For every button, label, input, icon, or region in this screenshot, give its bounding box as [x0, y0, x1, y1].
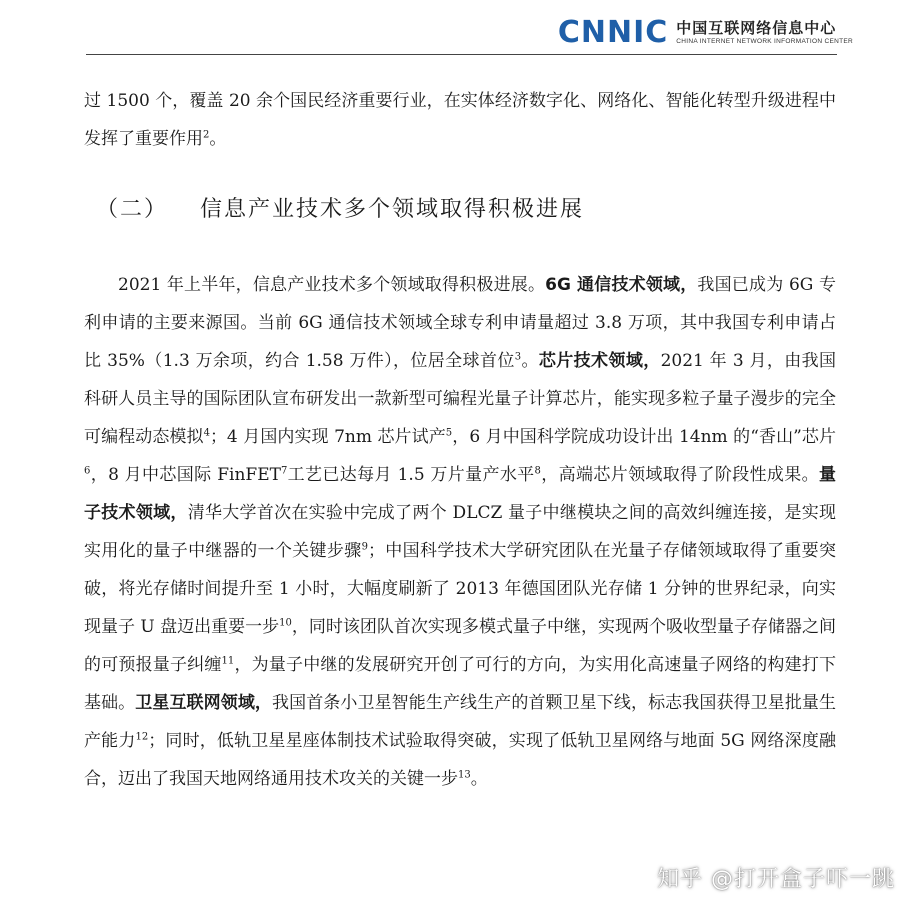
logo-text	[676, 20, 853, 46]
footnote-ref: 11	[221, 655, 235, 667]
header-divider	[86, 54, 837, 55]
text-run: ；同时，低轨卫星星座体制技术试验取得突破，实现了低轨卫星网络与地面 5G 网络深度融合，迈出了我国天地网络通用技术攻关的关键一步	[84, 731, 837, 789]
bold-heading-chip: 芯片技术领域，	[538, 351, 661, 371]
text-run: 2021 年 3 月，由我国科研人员主导的国际团队宣布研发出一款新型可编程光量子计算芯片，能实现多粒子量子漫步的完全可编程动态模拟	[84, 351, 836, 447]
text-run: ，为量子中继的发展研究开创了可行的方向，为实用化高速量子网络的构建打下基础。	[84, 655, 837, 713]
text-run: 过 1500 个，覆盖 20 余个国民经济重要行业，在实体经济数字化、网络化、智能化转型升级进程中发挥了重要作用	[84, 91, 836, 149]
bold-heading-satellite: 卫星互联网领域，	[135, 693, 273, 713]
logo-english-name: CHINA INTERNET NETWORK INFORMATION CENTER	[676, 38, 853, 45]
footnote-ref: 9	[361, 541, 368, 553]
text-run: 。	[470, 769, 488, 789]
footnote-ref: 8	[534, 465, 541, 477]
logo-mark: CNNIC	[557, 15, 669, 50]
footnote-ref: 6	[84, 465, 91, 477]
text-run: ；中国科学技术大学研究团队在光量子存储领域取得了重要突破，将光存储时间提升至 1 小时，大幅度刷新了 2013 年德国团队光存储 1 分钟的世界纪录，向实现量子 U 盘迈出重要一步	[84, 541, 837, 637]
bold-heading-6g: 6G 通信技术领域，	[545, 275, 698, 295]
section-heading	[96, 192, 584, 223]
logo-chinese-name: 中国互联网络信息中心	[676, 19, 837, 37]
footnote-ref: 12	[135, 731, 149, 743]
footnote-ref: 2	[203, 129, 210, 141]
text-run: 2021 年上半年，信息产业技术多个领域取得积极进展。	[118, 275, 546, 295]
cnnic-logo	[558, 16, 853, 50]
page-header	[0, 0, 915, 62]
bold-heading-quantum: 量子技术领域，	[84, 465, 837, 523]
text-run: ，同时该团队首次实现多模式量子中继，实现两个吸收型量子存储器之间的可预报量子纠缠	[84, 617, 836, 675]
text-run: 工艺已达每月 1.5 万片量产水平	[287, 465, 535, 485]
text-run: ；4 月国内实现 7nm 芯片试产	[209, 427, 446, 447]
section-number: （二）	[96, 197, 169, 222]
text-run: ，8 月中芯国际 FinFET	[90, 465, 281, 485]
section-title: 信息产业技术多个领域取得积极进展	[200, 197, 585, 222]
footnote-ref: 7	[280, 465, 288, 477]
footnote-ref: 10	[279, 617, 292, 629]
text-run: 。	[209, 129, 227, 149]
text-run: 我国首条小卫星智能生产线生产的首颗卫星下线，标志我国获得卫星批量生产能力	[84, 693, 837, 751]
paragraph-main	[84, 266, 836, 798]
footnote-ref: 5	[445, 427, 453, 439]
zhihu-watermark: 知乎 @打开盒子吓一跳	[657, 867, 895, 892]
text-run: ，6 月中国科学院成功设计出 14nm 的“香山”芯片	[452, 427, 837, 447]
text-run: 我国已成为 6G 专利申请的主要来源国。当前 6G 通信技术领域全球专利申请量超过 3.8 万项，其中我国专利申请占比 35%（1.3 万余项，约合 1.58 万件），位居全球首位	[84, 275, 836, 371]
footnote-ref: 13	[458, 769, 471, 781]
footnote-ref: 3	[514, 351, 522, 363]
footnote-ref: 4	[203, 427, 210, 439]
text-run: ，高端芯片领域取得了阶段性成果。	[540, 465, 820, 485]
text-run: 清华大学首次在实验中完成了两个 DLCZ 量子中继模块之间的高效纠缠连接，是实现实用化的量子中继器的一个关键步骤	[84, 503, 837, 561]
paragraph-intro	[84, 82, 836, 158]
text-run: 。	[521, 351, 539, 371]
